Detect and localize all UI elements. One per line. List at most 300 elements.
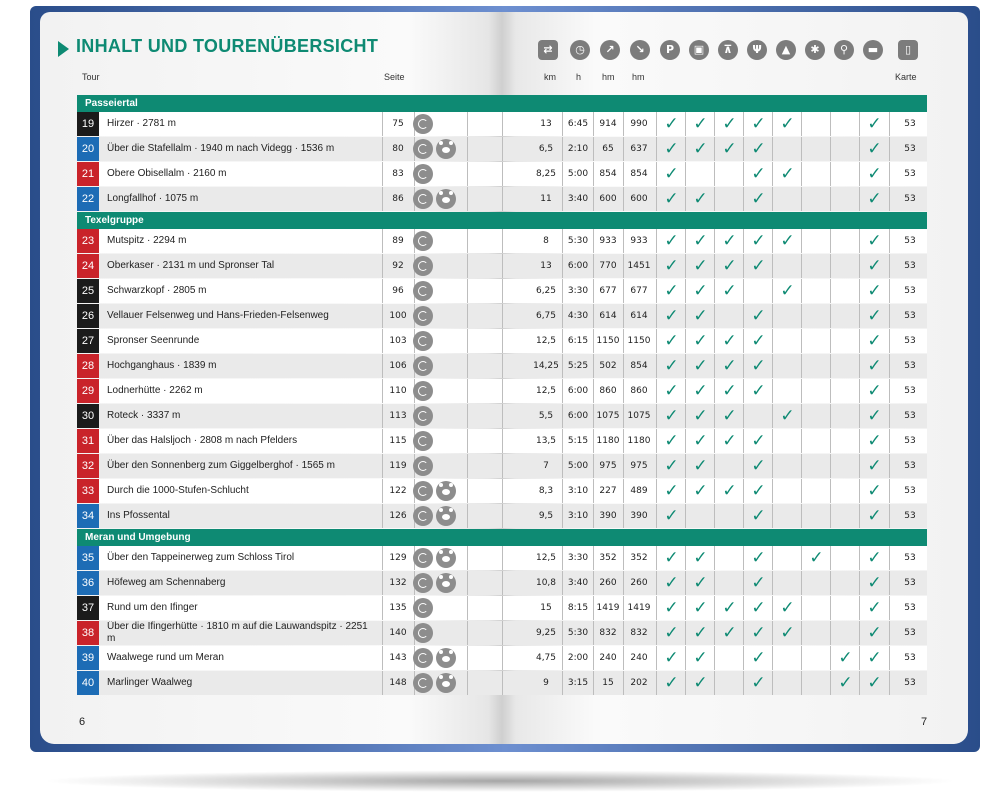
- ascent-hm: 502: [599, 361, 617, 371]
- map-ref: 53: [904, 336, 916, 346]
- descent-hm: 202: [630, 678, 648, 688]
- family-bear-icon: [436, 481, 456, 501]
- map-ref: 53: [904, 653, 916, 663]
- duration-h: 4:30: [567, 311, 589, 321]
- tour-number: 24: [77, 254, 99, 278]
- descent-hm: 1419: [627, 603, 651, 613]
- loop-path-icon: [413, 548, 433, 568]
- distance-km: 14,25: [533, 361, 559, 371]
- distance-km: 12,5: [535, 336, 557, 346]
- map-ref: 53: [904, 411, 916, 421]
- descent-hm: 390: [630, 511, 648, 521]
- check-icon: ✓: [722, 139, 737, 159]
- map-ref: 53: [904, 194, 916, 204]
- ascent-hm: 614: [599, 311, 617, 321]
- check-icon: ✓: [664, 623, 679, 643]
- check-icon: ✓: [751, 431, 766, 451]
- tour-name: Oberkaser · 2131 m und Spronser Tal: [107, 260, 275, 271]
- duration-h: 3:40: [567, 578, 589, 588]
- map-ref: 53: [904, 261, 916, 271]
- difficulty-icons: [413, 331, 469, 351]
- check-icon: ✓: [867, 573, 882, 593]
- loop-path-icon: [413, 281, 433, 301]
- duration-h: 3:10: [567, 486, 589, 496]
- page-ref: 129: [389, 553, 407, 563]
- check-icon: ✓: [664, 189, 679, 209]
- check-icon: ✓: [664, 406, 679, 426]
- tour-name: Ins Pfossental: [107, 510, 170, 521]
- check-icon: ✓: [693, 648, 708, 668]
- loop-path-icon: [413, 164, 433, 184]
- switchback-path-icon: [413, 481, 433, 501]
- check-icon: ✓: [664, 456, 679, 476]
- tour-number: 34: [77, 504, 99, 528]
- page-ref: 115: [389, 436, 407, 446]
- duration-h: 3:10: [567, 511, 589, 521]
- switchback-path-icon: [413, 406, 433, 426]
- family-bear-icon: [436, 189, 456, 209]
- tour-number: 25: [77, 279, 99, 303]
- distance-km: 6,75: [535, 311, 557, 321]
- distance-km: 8: [543, 236, 549, 246]
- col-header-karte: Karte: [895, 72, 917, 82]
- loop-path-icon: [413, 306, 433, 326]
- table-row: [77, 671, 927, 695]
- check-icon: ✓: [722, 406, 737, 426]
- check-icon: ✓: [867, 356, 882, 376]
- col-header-km: km: [544, 72, 556, 82]
- check-icon: ✓: [693, 598, 708, 618]
- tour-number: 38: [77, 621, 99, 645]
- check-icon: ✓: [693, 356, 708, 376]
- tour-number: 37: [77, 596, 99, 620]
- family-bear-icon: [436, 506, 456, 526]
- map-ref: 53: [904, 144, 916, 154]
- page-title: [58, 34, 379, 64]
- check-icon: ✓: [664, 548, 679, 568]
- descent-hm: 489: [630, 486, 648, 496]
- tour-name: Über das Halsljoch · 2808 m nach Pfelders: [107, 435, 298, 446]
- check-icon: ✓: [693, 623, 708, 643]
- difficulty-icons: [413, 406, 469, 426]
- tour-number: 19: [77, 112, 99, 136]
- loop-path-icon: [413, 189, 433, 209]
- col-header-hm-down: hm: [632, 72, 645, 82]
- table-row: [77, 279, 927, 303]
- table-row: [77, 187, 927, 211]
- check-icon: ✓: [751, 356, 766, 376]
- check-icon: ✓: [838, 673, 853, 693]
- map-ref: 53: [904, 436, 916, 446]
- tour-number: 35: [77, 546, 99, 570]
- check-icon: ✓: [780, 281, 795, 301]
- page-ref: 110: [389, 386, 407, 396]
- tour-name: Schwarzkopf · 2805 m: [107, 285, 207, 296]
- tour-number: 21: [77, 162, 99, 186]
- table-row: [77, 137, 927, 161]
- check-icon: ✓: [780, 114, 795, 134]
- map-ref: 53: [904, 553, 916, 563]
- tour-name: Longfallhof · 1075 m: [107, 193, 199, 204]
- tour-number: 23: [77, 229, 99, 253]
- ascent-hm: 770: [599, 261, 617, 271]
- table-row: [77, 454, 927, 478]
- duration-h: 3:15: [567, 678, 589, 688]
- check-icon: ✓: [867, 189, 882, 209]
- table-row: [77, 479, 927, 503]
- duration-h: 5:30: [567, 236, 589, 246]
- check-icon: ✓: [751, 306, 766, 326]
- check-icon: ✓: [809, 548, 824, 568]
- check-icon: ✓: [867, 231, 882, 251]
- loop-path-icon: [413, 231, 433, 251]
- difficulty-icons: [413, 381, 469, 401]
- ascent-hm: 390: [599, 511, 617, 521]
- col-header-seite: Seite: [384, 72, 405, 82]
- check-icon: ✓: [867, 281, 882, 301]
- check-icon: ✓: [867, 623, 882, 643]
- check-icon: ✓: [867, 406, 882, 426]
- map-ref: 53: [904, 628, 916, 638]
- distance-km: 13: [540, 261, 552, 271]
- check-icon: ✓: [751, 481, 766, 501]
- difficulty-icons: [413, 189, 469, 209]
- check-icon: ✓: [867, 256, 882, 276]
- check-icon: ✓: [867, 431, 882, 451]
- switchback-path-icon: [413, 381, 433, 401]
- page-ref: 80: [392, 144, 404, 154]
- ascent-hm: 352: [599, 553, 617, 563]
- duration-h: 3:30: [567, 553, 589, 563]
- distance-km: 12,5: [535, 386, 557, 396]
- distance-km: 5,5: [538, 411, 554, 421]
- tour-name: Obere Obisellalm · 2160 m: [107, 168, 227, 179]
- tour-number: 40: [77, 671, 99, 695]
- tour-number: 30: [77, 404, 99, 428]
- tour-name: Über die Ifingerhütte · 1810 m auf die Lauwandspitz · 2251 m: [107, 621, 368, 644]
- duration-h: 5:30: [567, 628, 589, 638]
- ascent-hm: 854: [599, 169, 617, 179]
- ascent-hm: 677: [599, 286, 617, 296]
- table-row: [77, 621, 927, 645]
- descent-hm: 1150: [627, 336, 651, 346]
- table-row: [77, 329, 927, 353]
- check-icon: ✓: [664, 306, 679, 326]
- check-icon: ✓: [751, 456, 766, 476]
- table-row: [77, 254, 927, 278]
- check-icon: ✓: [722, 231, 737, 251]
- descent-hm: 832: [630, 628, 648, 638]
- ascent-hm: 15: [602, 678, 614, 688]
- page-ref: 132: [389, 578, 407, 588]
- check-icon: ✓: [722, 281, 737, 301]
- difficulty-icons: [413, 114, 469, 134]
- check-icon: ✓: [751, 573, 766, 593]
- difficulty-icons: [413, 648, 469, 668]
- clock-icon: ◷: [570, 40, 590, 60]
- descent-hm: 854: [630, 169, 648, 179]
- descent-hm: 352: [630, 553, 648, 563]
- bike-icon: ⚲: [834, 40, 854, 60]
- duration-h: 6:00: [567, 386, 589, 396]
- table-row: [77, 546, 927, 570]
- duration-h: 6:00: [567, 261, 589, 271]
- page-ref: 92: [392, 261, 404, 271]
- check-icon: ✓: [867, 673, 882, 693]
- table-row: [77, 504, 927, 528]
- check-icon: ✓: [693, 573, 708, 593]
- book-shadow: [40, 770, 960, 792]
- col-header-hm-up: hm: [602, 72, 615, 82]
- ascent-hm: 260: [599, 578, 617, 588]
- page-ref: 126: [389, 511, 407, 521]
- check-icon: ✓: [664, 331, 679, 351]
- page-ref: 148: [389, 678, 407, 688]
- loop-path-icon: [413, 648, 433, 668]
- page-number-left: 6: [79, 716, 86, 728]
- difficulty-icons: [413, 431, 469, 451]
- difficulty-icons: [413, 598, 469, 618]
- winter-icon: ✱: [805, 40, 825, 60]
- tour-number: 28: [77, 354, 99, 378]
- section-header: Passeiertal: [77, 95, 927, 112]
- check-icon: ✓: [867, 548, 882, 568]
- tour-name: Hirzer · 2781 m: [107, 118, 176, 129]
- check-icon: ✓: [693, 306, 708, 326]
- tour-number: 22: [77, 187, 99, 211]
- check-icon: ✓: [751, 381, 766, 401]
- restaurant-icon: Ψ: [747, 40, 767, 60]
- check-icon: ✓: [722, 623, 737, 643]
- descent-hm: 600: [630, 194, 648, 204]
- ascent-hm: 240: [599, 653, 617, 663]
- map-ref: 53: [904, 361, 916, 371]
- tour-name: Marlinger Waalweg: [107, 677, 193, 688]
- descent-hm: 975: [630, 461, 648, 471]
- check-icon: ✓: [867, 648, 882, 668]
- map-ref: 53: [904, 511, 916, 521]
- distance-km: 9: [543, 678, 549, 688]
- descent-hm: 1075: [627, 411, 651, 421]
- cable-car-icon: ⊼: [718, 40, 738, 60]
- check-icon: ✓: [722, 381, 737, 401]
- difficulty-icons: [413, 281, 469, 301]
- ascent-hm: 975: [599, 461, 617, 471]
- switchback-path-icon: [413, 573, 433, 593]
- page-ref: 143: [389, 653, 407, 663]
- check-icon: ✓: [664, 506, 679, 526]
- check-icon: ✓: [722, 356, 737, 376]
- check-icon: ✓: [751, 331, 766, 351]
- tour-number: 36: [77, 571, 99, 595]
- difficulty-icons: [413, 548, 469, 568]
- check-icon: ✓: [722, 114, 737, 134]
- check-icon: ✓: [867, 481, 882, 501]
- page-ref: 119: [389, 461, 407, 471]
- difficulty-icons: [413, 481, 469, 501]
- distance-km: 12,5: [535, 553, 557, 563]
- check-icon: ✓: [722, 256, 737, 276]
- tour-name: Waalwege rund um Meran: [107, 652, 224, 663]
- descent-hm: 1180: [627, 436, 651, 446]
- distance-km: 9,25: [535, 628, 557, 638]
- duration-h: 5:25: [567, 361, 589, 371]
- check-icon: ✓: [867, 306, 882, 326]
- page-ref: 135: [389, 603, 407, 613]
- ascent-hm: 933: [599, 236, 617, 246]
- check-icon: ✓: [867, 506, 882, 526]
- table-row: [77, 354, 927, 378]
- loop-path-icon: [413, 623, 433, 643]
- difficulty-icons: [413, 231, 469, 251]
- table-row: [77, 304, 927, 328]
- page-number-right: 7: [921, 716, 928, 728]
- page-ref: 103: [389, 336, 407, 346]
- col-header-tour: Tour: [82, 72, 100, 82]
- ascent-hm: 1075: [596, 411, 620, 421]
- check-icon: ✓: [664, 573, 679, 593]
- tour-number: 31: [77, 429, 99, 453]
- tour-number: 39: [77, 646, 99, 670]
- table-row: [77, 596, 927, 620]
- check-icon: ✓: [751, 648, 766, 668]
- tour-name: Lodnerhütte · 2262 m: [107, 385, 203, 396]
- check-icon: ✓: [751, 506, 766, 526]
- descent-hm: 860: [630, 386, 648, 396]
- page-ref: 83: [392, 169, 404, 179]
- difficulty-icons: [413, 673, 469, 693]
- check-icon: ✓: [722, 598, 737, 618]
- map-ref: 53: [904, 678, 916, 688]
- family-bear-icon: [436, 648, 456, 668]
- check-icon: ✓: [867, 598, 882, 618]
- difficulty-icons: [413, 573, 469, 593]
- check-icon: ✓: [780, 231, 795, 251]
- check-icon: ✓: [693, 256, 708, 276]
- map-ref: 53: [904, 486, 916, 496]
- check-icon: ✓: [751, 164, 766, 184]
- switchback-path-icon: [413, 673, 433, 693]
- difficulty-icons: [413, 164, 469, 184]
- duration-h: 8:15: [567, 603, 589, 613]
- check-icon: ✓: [693, 673, 708, 693]
- loop-path-icon: [413, 356, 433, 376]
- check-icon: ✓: [693, 139, 708, 159]
- bed-icon: ▬: [863, 40, 883, 60]
- title-marker-icon: [58, 41, 69, 57]
- check-icon: ✓: [664, 598, 679, 618]
- check-icon: ✓: [693, 548, 708, 568]
- section-header: Texelgruppe: [77, 212, 927, 229]
- page-ref: 106: [389, 361, 407, 371]
- check-icon: ✓: [867, 331, 882, 351]
- check-icon: ✓: [838, 648, 853, 668]
- tour-name: Rund um den Ifinger: [107, 602, 198, 613]
- check-icon: ✓: [664, 431, 679, 451]
- tour-number: 27: [77, 329, 99, 353]
- map-ref: 53: [904, 286, 916, 296]
- check-icon: ✓: [693, 189, 708, 209]
- col-header-h: h: [576, 72, 582, 82]
- distance-km: 11: [540, 194, 552, 204]
- distance-km: 6,5: [538, 144, 554, 154]
- check-icon: ✓: [664, 481, 679, 501]
- ascent-hm: 1150: [596, 336, 620, 346]
- map-ref: 53: [904, 603, 916, 613]
- tour-name: Mutspitz · 2294 m: [107, 235, 187, 246]
- distance-km: 10,8: [535, 578, 557, 588]
- difficulty-icons: [413, 506, 469, 526]
- page-ref: 100: [389, 311, 407, 321]
- check-icon: ✓: [867, 114, 882, 134]
- check-icon: ✓: [693, 481, 708, 501]
- table-row: [77, 646, 927, 670]
- loop-path-icon: [413, 506, 433, 526]
- loop-path-icon: [413, 598, 433, 618]
- difficulty-icons: [413, 306, 469, 326]
- difficulty-icons: [413, 256, 469, 276]
- check-icon: ✓: [693, 381, 708, 401]
- check-icon: ✓: [693, 231, 708, 251]
- check-icon: ✓: [780, 164, 795, 184]
- table-row: [77, 379, 927, 403]
- tour-name: Roteck · 3337 m: [107, 410, 181, 421]
- duration-h: 6:15: [567, 336, 589, 346]
- descent-hm: 260: [630, 578, 648, 588]
- distance-km: 8,25: [535, 169, 557, 179]
- ascent-hm: 1419: [596, 603, 620, 613]
- descent-hm: 240: [630, 653, 648, 663]
- check-icon: ✓: [751, 114, 766, 134]
- check-icon: ✓: [751, 598, 766, 618]
- summit-icon: ▲: [776, 40, 796, 60]
- table-row: [77, 571, 927, 595]
- check-icon: ✓: [751, 548, 766, 568]
- ascent-hm: 832: [599, 628, 617, 638]
- family-bear-icon: [436, 573, 456, 593]
- check-icon: ✓: [722, 331, 737, 351]
- check-icon: ✓: [693, 281, 708, 301]
- check-icon: ✓: [722, 431, 737, 451]
- tour-number: 26: [77, 304, 99, 328]
- check-icon: ✓: [693, 114, 708, 134]
- family-bear-icon: [436, 139, 456, 159]
- ascent-hm: 65: [602, 144, 614, 154]
- check-icon: ✓: [693, 331, 708, 351]
- duration-h: 5:00: [567, 461, 589, 471]
- distance-km: 15: [540, 603, 552, 613]
- distance-km: 13: [540, 119, 552, 129]
- ascent-hm: 1180: [596, 436, 620, 446]
- signpost-icon: ⇄: [538, 40, 558, 60]
- check-icon: ✓: [664, 256, 679, 276]
- duration-h: 6:45: [567, 119, 589, 129]
- distance-km: 13,5: [535, 436, 557, 446]
- descent-hm: 677: [630, 286, 648, 296]
- check-icon: ✓: [751, 623, 766, 643]
- check-icon: ✓: [867, 164, 882, 184]
- map-ref: 53: [904, 578, 916, 588]
- distance-km: 4,75: [535, 653, 557, 663]
- table-row: [77, 162, 927, 186]
- table-row: [77, 112, 927, 136]
- tour-name: Über den Sonnenberg zum Giggelberghof · 1565 m: [107, 460, 335, 471]
- check-icon: ✓: [722, 481, 737, 501]
- loop-path-icon: [413, 256, 433, 276]
- check-icon: ✓: [664, 648, 679, 668]
- switchback-path-icon: [413, 431, 433, 451]
- distance-km: 9,5: [538, 511, 554, 521]
